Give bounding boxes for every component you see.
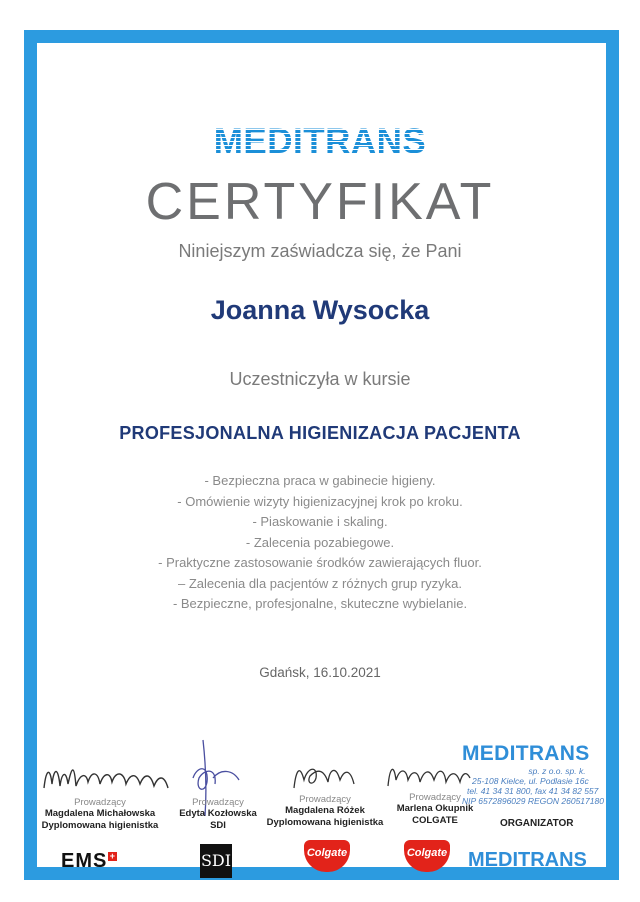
- signatory-title: SDI: [210, 820, 226, 831]
- list-item: – Zalecenia dla pacjentów z różnych grup ryzyka.: [178, 575, 462, 591]
- signatory-name: Magdalena Różek: [285, 805, 365, 816]
- signatory-role: Prowadzący: [74, 797, 126, 808]
- colgate-logo: Colgate: [404, 840, 450, 872]
- signatory-title: COLGATE: [412, 815, 458, 826]
- meditrans-logo-bottom: MEDITRANS: [468, 849, 587, 871]
- signature-rozek: [288, 760, 358, 792]
- stamp-ids: NIP 6572896029 REGON 260517180: [462, 796, 604, 806]
- stamp-phone: tel. 41 34 31 800, fax 41 34 82 557: [467, 786, 599, 796]
- ems-logo: [61, 850, 117, 873]
- list-item: - Praktyczne zastosowanie środków zawierających fluor.: [158, 555, 482, 570]
- list-item: - Bezpieczna praca w gabinecie higieny.: [204, 473, 436, 488]
- sdi-logo: SDI: [200, 844, 232, 878]
- participated-text: Uczestniczyła w kursie: [229, 369, 411, 389]
- stamp-logo: MEDITRANS: [462, 742, 590, 765]
- meditrans-logo: MEDITRANS: [0, 122, 640, 162]
- list-item: - Bezpieczne, profesjonalne, skuteczne wybielanie.: [172, 596, 468, 611]
- intro-text: Niniejszym zaświadcza się, że Pani: [178, 241, 462, 261]
- signatory-role: Prowadzący: [409, 792, 461, 803]
- signatory-4: [365, 792, 505, 827]
- colgate-logo: Colgate: [304, 840, 350, 872]
- list-item: - Piaskowanie i skaling.: [252, 514, 388, 529]
- course-title: PROFESJONALNA HIGIENIZACJA PACJENTA: [119, 423, 521, 443]
- recipient-name: Joanna Wysocka: [210, 295, 430, 325]
- signature-michalowska: [40, 758, 175, 796]
- signatory-role: Prowadzący: [192, 797, 244, 808]
- signatory-title: Dyplomowana higienistka: [41, 820, 159, 831]
- course-topics: [0, 471, 640, 615]
- list-item: - Zalecenia pozabiegowe.: [245, 534, 395, 550]
- organizer-label: ORGANIZATOR: [500, 818, 574, 829]
- ems-logo-text: EMS: [61, 850, 108, 872]
- issue-date: Gdańsk, 16.10.2021: [259, 665, 381, 680]
- signature-okupnik: [384, 758, 474, 790]
- certificate-title: CERTYFIKAT: [145, 173, 495, 231]
- signatory-name: Magdalena Michałowska: [44, 808, 156, 819]
- signatory-role: Prowadzący: [299, 794, 351, 805]
- signatory-title: Dyplomowana higienistka: [266, 817, 384, 828]
- list-item: - Omówienie wizyty higienizacyjnej krok po kroku.: [177, 493, 463, 509]
- signatory-name: Marlena Okupnik: [396, 803, 474, 814]
- signatory-name: Edyta Kozłowska: [179, 808, 257, 819]
- stamp-company: sp. z o.o. sp. k.: [528, 766, 586, 776]
- stamp-address: 25-108 Kielce, ul. Podlasie 16c: [472, 776, 589, 786]
- swiss-cross-icon: +: [109, 851, 116, 861]
